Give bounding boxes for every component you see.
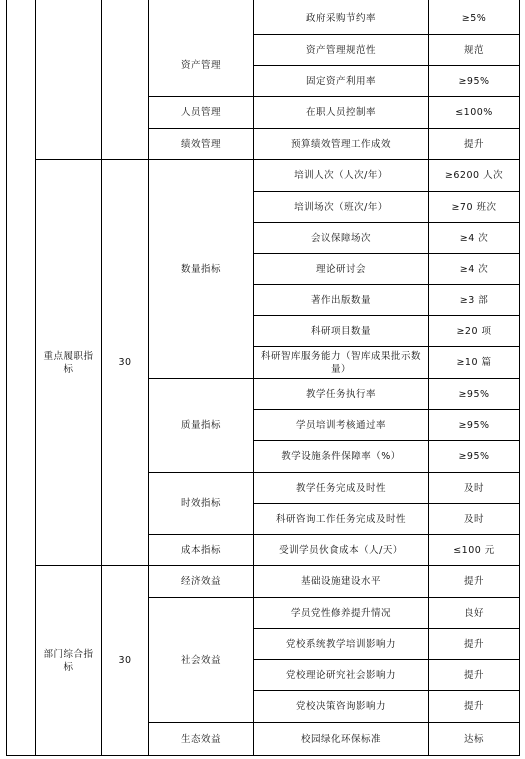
target-cell: ≥10 篇 xyxy=(456,357,492,368)
target-cell: ≥3 部 xyxy=(459,294,489,306)
target-cell: ≥95% xyxy=(458,451,490,462)
indicator-cell: 受训学员伙食成本（人/天） xyxy=(279,544,403,556)
sub-category-cell: 生态效益 xyxy=(180,733,221,745)
indicator-cell: 教学设施条件保障率（%） xyxy=(281,451,401,462)
target-cell: ≥4 次 xyxy=(459,263,489,275)
sub-category-cell: 经济效益 xyxy=(180,576,221,587)
sub-category-cell: 成本指标 xyxy=(180,544,221,556)
indicator-cell: 教学任务完成及时性 xyxy=(295,482,386,494)
target-cell: 良好 xyxy=(463,607,484,619)
indicator-cell: 培训场次（班次/年） xyxy=(294,201,388,213)
target-cell: 提升 xyxy=(463,138,484,150)
target-cell: 提升 xyxy=(463,638,484,650)
col-border xyxy=(6,0,7,756)
indicator-cell: 党校决策咨询影响力 xyxy=(295,701,386,712)
target-cell: ≥5% xyxy=(461,13,487,24)
sub-category-cell: 数量指标 xyxy=(180,263,221,275)
target-cell: ≤100 元 xyxy=(453,544,495,556)
sub-category-cell: 绩效管理 xyxy=(180,138,221,150)
target-cell: 规范 xyxy=(463,44,484,56)
target-cell: ≥20 项 xyxy=(456,325,492,337)
target-cell: ≥95% xyxy=(458,388,490,400)
indicator-cell: 资产管理规范性 xyxy=(305,44,376,56)
target-cell: 及时 xyxy=(463,513,484,525)
sub-category-cell: 人员管理 xyxy=(180,107,221,118)
weight-cell: 30 xyxy=(118,655,132,666)
category-cell: 部门综合指标 xyxy=(43,648,94,673)
indicator-cell: 学员培训考核通过率 xyxy=(295,419,386,431)
indicator-cell: 科研智库服务能力（智库成果批示数量） xyxy=(260,350,421,375)
indicator-cell: 校园绿化环保标准 xyxy=(300,733,381,745)
indicator-cell: 科研项目数量 xyxy=(310,325,371,337)
sub-category-cell: 资产管理 xyxy=(180,60,221,71)
sub-category-cell: 质量指标 xyxy=(180,420,221,431)
indicator-cell: 著作出版数量 xyxy=(310,294,371,306)
sub-category-cell: 社会效益 xyxy=(180,654,221,666)
indicator-cell: 教学任务执行率 xyxy=(305,388,376,400)
target-cell: 提升 xyxy=(463,576,484,587)
indicator-cell: 固定资产利用率 xyxy=(305,75,376,87)
target-cell: ≥4 次 xyxy=(459,232,489,244)
indicator-cell: 培训人次（人次/年） xyxy=(294,170,388,181)
weight-cell: 30 xyxy=(118,357,132,368)
indicator-cell: 基础设施建设水平 xyxy=(300,576,381,587)
sub-category-cell: 时效指标 xyxy=(180,498,221,509)
indicator-cell: 在职人员控制率 xyxy=(305,107,376,118)
row-border xyxy=(6,755,520,756)
target-cell: ≥6200 人次 xyxy=(444,170,504,181)
indicator-cell: 理论研讨会 xyxy=(315,263,366,275)
indicator-cell: 学员党性修养提升情况 xyxy=(290,607,391,619)
target-cell: ≥70 班次 xyxy=(451,201,497,213)
target-cell: ≥95% xyxy=(458,75,490,87)
indicator-cell: 政府采购节约率 xyxy=(305,13,376,24)
target-cell: ≥95% xyxy=(458,419,490,431)
target-cell: 及时 xyxy=(463,482,484,494)
target-cell: 达标 xyxy=(463,733,484,745)
indicator-cell: 党校理论研究社会影响力 xyxy=(285,669,396,681)
indicator-cell: 党校系统教学培训影响力 xyxy=(285,638,396,650)
indicator-cell: 科研咨询工作任务完成及时性 xyxy=(275,513,406,525)
target-cell: 提升 xyxy=(463,669,484,681)
target-cell: 提升 xyxy=(463,701,484,712)
category-cell: 重点履职指标 xyxy=(43,350,94,375)
indicator-cell: 预算绩效管理工作成效 xyxy=(290,138,391,150)
target-cell: ≤100% xyxy=(455,107,493,118)
indicator-cell: 会议保障场次 xyxy=(310,232,371,244)
